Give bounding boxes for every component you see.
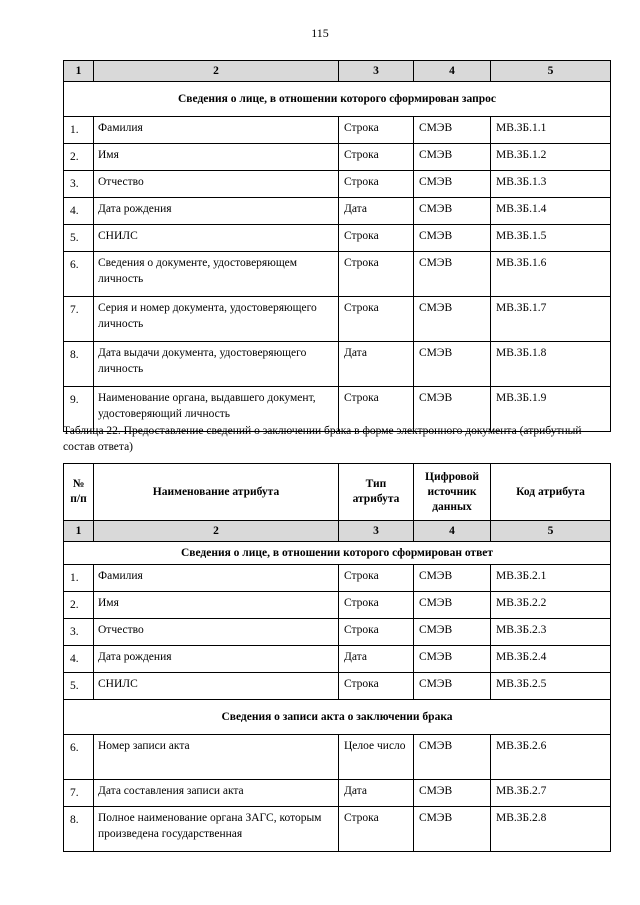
row-number-cell: 1 xyxy=(64,61,94,82)
data-source-cell: СМЭВ xyxy=(414,252,491,297)
attribute-type-cell: Строка xyxy=(339,807,414,852)
attribute-name-cell: Фамилия xyxy=(94,117,339,144)
attribute-type-cell: Дата xyxy=(339,342,414,387)
attribute-code-cell: МВ.ЗБ.2.1 xyxy=(491,565,611,592)
attribute-code-cell: Код атрибута xyxy=(491,464,611,521)
data-source-cell: СМЭВ xyxy=(414,619,491,646)
attribute-name-cell: Наименование органа, выдавшего документ, удостоверяющий личность xyxy=(94,387,339,432)
attribute-code-cell: МВ.ЗБ.2.7 xyxy=(491,780,611,807)
attribute-code-cell: МВ.ЗБ.1.7 xyxy=(491,297,611,342)
data-source-cell: СМЭВ xyxy=(414,646,491,673)
data-source-cell: СМЭВ xyxy=(414,592,491,619)
attribute-code-cell: МВ.ЗБ.2.2 xyxy=(491,592,611,619)
row-number-cell: 3. xyxy=(64,619,94,646)
row-number-cell: 2. xyxy=(64,592,94,619)
attribute-type-cell: Дата xyxy=(339,646,414,673)
attribute-name-cell: Фамилия xyxy=(94,565,339,592)
attribute-type-cell: Строка xyxy=(339,144,414,171)
row-number-cell: 1. xyxy=(64,117,94,144)
table-row xyxy=(64,297,611,342)
attribute-type-cell: 3 xyxy=(339,61,414,82)
section-row xyxy=(64,542,611,565)
attribute-name-cell: Дата составления записи акта xyxy=(94,780,339,807)
table-caption: Таблица 22. Предоставление сведений о заключении брака в форме электронного документа (атрибутный состав ответа) xyxy=(63,425,582,453)
data-source-cell: СМЭВ xyxy=(414,342,491,387)
row-number-cell: 5. xyxy=(64,673,94,700)
attribute-code-cell: МВ.ЗБ.1.1 xyxy=(491,117,611,144)
table-row xyxy=(64,780,611,807)
attribute-type-cell: Строка xyxy=(339,592,414,619)
attribute-type-cell: Дата xyxy=(339,780,414,807)
table-row xyxy=(64,807,611,852)
table-row xyxy=(64,735,611,780)
column-number-row xyxy=(64,61,611,82)
attribute-type-cell: Строка xyxy=(339,252,414,297)
attribute-type-cell: Дата xyxy=(339,198,414,225)
data-source-cell: СМЭВ xyxy=(414,565,491,592)
attribute-name-cell: Сведения о документе, удостоверяющем личность xyxy=(94,252,339,297)
table-row xyxy=(64,565,611,592)
attribute-type-cell: Целое число xyxy=(339,735,414,780)
attribute-code-cell: МВ.ЗБ.1.8 xyxy=(491,342,611,387)
data-source-cell: СМЭВ xyxy=(414,673,491,700)
section-row xyxy=(64,700,611,735)
data-source-cell: СМЭВ xyxy=(414,117,491,144)
attribute-name-cell: Имя xyxy=(94,144,339,171)
attribute-code-cell: МВ.ЗБ.1.5 xyxy=(491,225,611,252)
row-number-cell: 9. xyxy=(64,387,94,432)
attribute-type-cell: Строка xyxy=(339,171,414,198)
attribute-code-cell: МВ.ЗБ.2.6 xyxy=(491,735,611,780)
table-row xyxy=(64,646,611,673)
attribute-name-cell: Дата выдачи документа, удостоверяющего личность xyxy=(94,342,339,387)
attribute-code-cell: МВ.ЗБ.1.3 xyxy=(491,171,611,198)
data-source-cell: СМЭВ xyxy=(414,735,491,780)
attribute-name-cell: СНИЛС xyxy=(94,673,339,700)
row-number-cell: 7. xyxy=(64,297,94,342)
column-number-row xyxy=(64,521,611,542)
attribute-name-cell: Полное наименование органа ЗАГС, которым произведена государственная xyxy=(94,807,339,852)
attribute-type-cell: Строка xyxy=(339,619,414,646)
row-number-cell: 1. xyxy=(64,565,94,592)
data-source-cell: СМЭВ xyxy=(414,387,491,432)
table-row xyxy=(64,252,611,297)
attribute-type-cell: 3 xyxy=(339,521,414,542)
attribute-name-cell: Имя xyxy=(94,592,339,619)
attribute-code-cell: МВ.ЗБ.2.4 xyxy=(491,646,611,673)
row-number-cell: 1 xyxy=(64,521,94,542)
table-row xyxy=(64,171,611,198)
attribute-code-cell: 5 xyxy=(491,521,611,542)
attribute-name-cell: Серия и номер документа, удостоверяющего личность xyxy=(94,297,339,342)
table-row xyxy=(64,592,611,619)
attribute-type-cell: Строка xyxy=(339,225,414,252)
column-header-row xyxy=(64,464,611,521)
row-number-cell: 4. xyxy=(64,646,94,673)
row-number-cell: 4. xyxy=(64,198,94,225)
attribute-code-cell: МВ.ЗБ.1.2 xyxy=(491,144,611,171)
data-source-cell: СМЭВ xyxy=(414,198,491,225)
data-source-cell: СМЭВ xyxy=(414,780,491,807)
table-row xyxy=(64,198,611,225)
row-number-cell: 8. xyxy=(64,807,94,852)
attribute-code-cell: МВ.ЗБ.2.5 xyxy=(491,673,611,700)
attribute-code-cell: МВ.ЗБ.2.8 xyxy=(491,807,611,852)
attribute-code-cell: МВ.ЗБ.1.9 xyxy=(491,387,611,432)
data-source-cell: 4 xyxy=(414,521,491,542)
data-source-cell: СМЭВ xyxy=(414,297,491,342)
attributes-table-response xyxy=(63,463,611,852)
table-row xyxy=(64,342,611,387)
row-number-cell: 2. xyxy=(64,144,94,171)
row-number-cell: 5. xyxy=(64,225,94,252)
data-source-cell: СМЭВ xyxy=(414,807,491,852)
section-title: Сведения о записи акта о заключении брака xyxy=(64,700,611,735)
attribute-type-cell: Строка xyxy=(339,673,414,700)
attribute-code-cell: МВ.ЗБ.1.4 xyxy=(491,198,611,225)
row-number-cell: 6. xyxy=(64,735,94,780)
attribute-type-cell: Строка xyxy=(339,117,414,144)
attribute-name-cell: Дата рождения xyxy=(94,646,339,673)
attribute-code-cell: МВ.ЗБ.2.3 xyxy=(491,619,611,646)
attribute-name-cell: Отчество xyxy=(94,619,339,646)
attribute-code-cell: МВ.ЗБ.1.6 xyxy=(491,252,611,297)
attribute-name-cell: Дата рождения xyxy=(94,198,339,225)
data-source-cell: СМЭВ xyxy=(414,171,491,198)
table-row xyxy=(64,117,611,144)
attribute-type-cell: Строка xyxy=(339,387,414,432)
attribute-name-cell: 2 xyxy=(94,521,339,542)
section-title: Сведения о лице, в отношении которого сформирован запрос xyxy=(64,82,611,117)
attribute-name-cell: Наименование атрибута xyxy=(94,464,339,521)
data-source-cell: СМЭВ xyxy=(414,225,491,252)
attribute-name-cell: 2 xyxy=(94,61,339,82)
table-row xyxy=(64,619,611,646)
table-row xyxy=(64,144,611,171)
data-source-cell: Цифровой источник данных xyxy=(414,464,491,521)
row-number-cell: 6. xyxy=(64,252,94,297)
data-source-cell: СМЭВ xyxy=(414,144,491,171)
section-row xyxy=(64,82,611,117)
attribute-type-cell: Строка xyxy=(339,565,414,592)
data-source-cell: 4 xyxy=(414,61,491,82)
attribute-type-cell: Тип атрибута xyxy=(339,464,414,521)
row-number-cell: 3. xyxy=(64,171,94,198)
attribute-code-cell: 5 xyxy=(491,61,611,82)
attribute-name-cell: Номер записи акта xyxy=(94,735,339,780)
attributes-table-request xyxy=(63,60,611,432)
row-number-cell: 7. xyxy=(64,780,94,807)
attribute-name-cell: Отчество xyxy=(94,171,339,198)
row-number-cell: № п/п xyxy=(64,464,94,521)
attribute-type-cell: Строка xyxy=(339,297,414,342)
row-number-cell: 8. xyxy=(64,342,94,387)
table-row xyxy=(64,225,611,252)
page-number: 115 xyxy=(311,26,329,40)
attribute-name-cell: СНИЛС xyxy=(94,225,339,252)
table-row xyxy=(64,673,611,700)
section-title: Сведения о лице, в отношении которого сформирован ответ xyxy=(64,542,611,565)
